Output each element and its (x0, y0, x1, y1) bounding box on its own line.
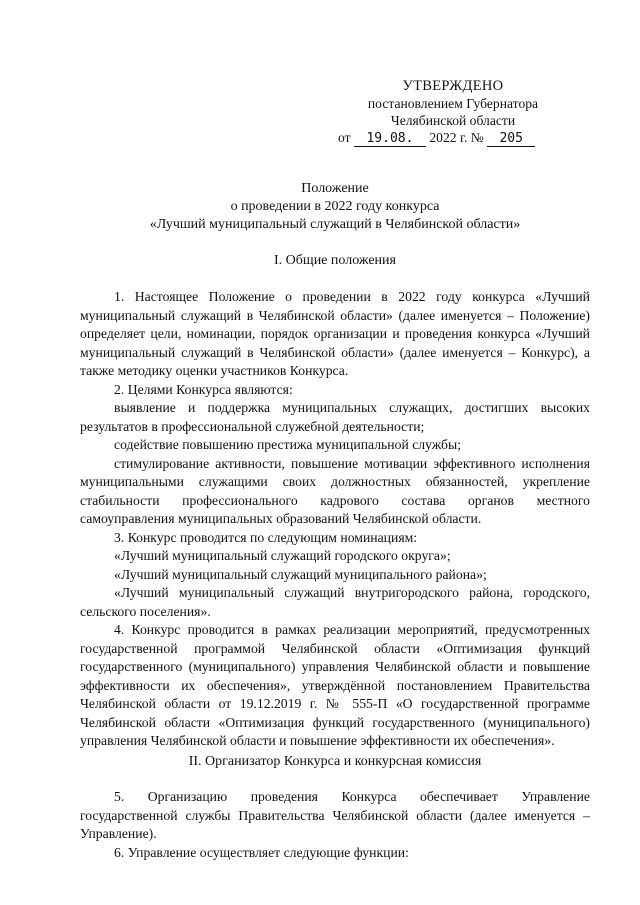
approval-line-2: Челябинской области (390, 113, 516, 128)
section-1-body (80, 288, 590, 751)
paragraph: выявление и поддержка муниципальных служащих, достигших высоких результатов в профессиональной служебной деятельности; (80, 400, 590, 434)
approval-stamp (338, 78, 568, 147)
section-2-heading: II. Организатор Конкурса и конкурсная комиссия (188, 754, 482, 769)
paragraph: 2. Целями Конкурса являются: (114, 381, 293, 397)
paragraph: 1. Настоящее Положение о проведении в 2022 году конкурса «Лучший муниципальный служащий в Челябинской области» (далее именуется – Положение) определяет цели, номинации, порядок организации и проведения конкурса «Лучший муниципальный служащий в Челябинской области» (далее именуется – Конкурс), а также методику оценки участников Конкурса. (80, 289, 590, 378)
approval-line-1: постановлением Губернатора (367, 96, 539, 111)
approval-from: от (338, 130, 351, 145)
paragraph: 5. Организацию проведения Конкурса обеспечивает Управление государственной службы Правительства Челябинской области (далее именуется – Управление). (80, 789, 590, 841)
title-line-2: о проведении в 2022 году конкурса (230, 199, 440, 214)
section-1-heading: I. Общие положения (274, 253, 396, 268)
approval-line-3 (338, 129, 568, 147)
paragraph: 4. Конкурс проводится в рамках реализации мероприятий, предусмотренных государственной программой Челябинской области «Оптимизация функций государственного (муниципального) управления Челябинской области и повышение эффективности их обеспечения», утверждённой постановлением Правительства Челябинской области от 19.12.2019 г. № 555-П «О государственной программе Челябинской области «Оптимизация функций государственного (муниципального) управления Челябинской области и повышение эффективности их обеспечения». (80, 622, 590, 748)
paragraph: содействие повышению престижа муниципальной службы; (114, 437, 462, 452)
approval-number: 205 (487, 132, 535, 147)
section-2-body (80, 788, 590, 862)
title-line-1: Положение (301, 181, 369, 196)
approval-date: 19.08. (354, 132, 426, 147)
title-line-3: «Лучший муниципальный служащий в Челябинской области» (149, 217, 521, 232)
approval-year: 2022 г. № (429, 130, 484, 145)
paragraph: 3. Конкурс проводится по следующим номинациям: (114, 529, 418, 545)
document-title (80, 180, 590, 234)
paragraph: «Лучший муниципальный служащий внутригородского района, городского, сельского поселения». (80, 585, 590, 619)
paragraph: стимулирование активности, повышение мотивации эффективного исполнения муниципальными служащими своих должностных обязанностей, укрепление стабильности профессионального кадрового состава органов местного самоуправления муниципальных образований Челябинской области. (80, 455, 590, 526)
paragraph: «Лучший муниципальный служащий муниципального района»; (114, 566, 487, 582)
approval-heading: УТВЕРЖДЕНО (402, 78, 504, 94)
paragraph: 6. Управление осуществляет следующие функции: (114, 844, 409, 860)
paragraph: «Лучший муниципальный служащий городского округа»; (114, 548, 451, 563)
